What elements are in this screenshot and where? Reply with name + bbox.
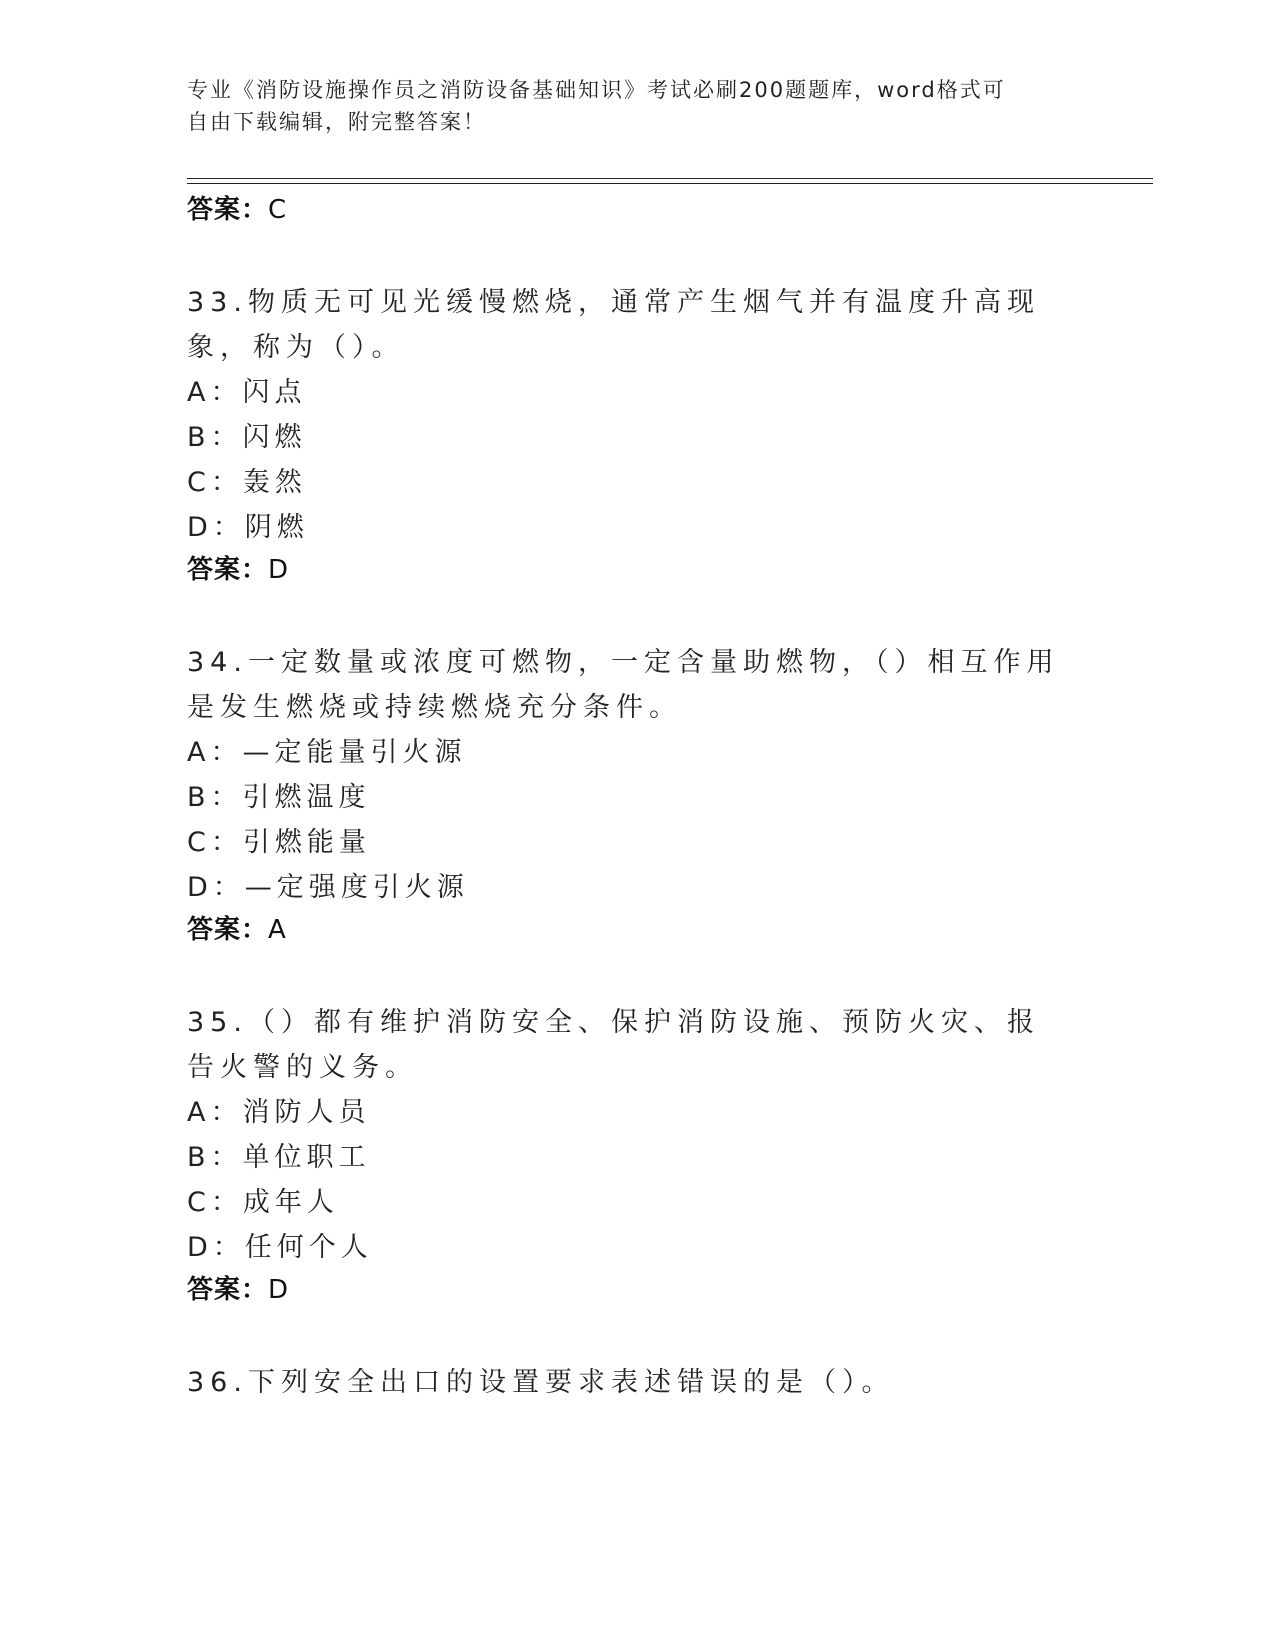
option-c: C：轰然 [187, 467, 307, 498]
option-d: D：阴燃 [187, 512, 309, 543]
question-35 [187, 1000, 1087, 1310]
answer-line [187, 1270, 1087, 1310]
question-stem: 35.（）都有维护消防安全、保护消防设施、预防火灾、报告火警的义务。 [187, 1007, 1040, 1083]
page-header [187, 74, 1067, 138]
question-list [187, 190, 1087, 1405]
option-c: C：引燃能量 [187, 827, 371, 858]
question-stem: 36.下列安全出口的设置要求表述错误的是（）。 [187, 1367, 895, 1398]
question-34 [187, 640, 1087, 950]
header-line-2: 自由下载编辑，附完整答案！ [187, 110, 486, 134]
header-line-1: 专业《消防设施操作员之消防设备基础知识》考试必刷200题题库，word格式可 [187, 78, 1006, 102]
option-a: A：消防人员 [187, 1097, 371, 1128]
answer-label: 答案： [187, 1275, 269, 1305]
answer-label: 答案： [187, 915, 269, 945]
header-divider-top [187, 178, 1153, 179]
question-stem: 33.物质无可见光缓慢燃烧，通常产生烟气并有温度升高现象，称为（）。 [187, 287, 1040, 363]
question-33 [187, 280, 1087, 590]
answer-value: A [268, 915, 287, 945]
header-divider-bottom [187, 183, 1153, 184]
option-b: B：单位职工 [187, 1142, 371, 1173]
answer-label: 答案： [187, 555, 269, 585]
answer-line [187, 910, 1087, 950]
option-b: B：引燃温度 [187, 782, 371, 813]
option-d: D：任何个人 [187, 1232, 373, 1263]
answer-line-prev [187, 190, 1087, 230]
answer-line [187, 550, 1087, 590]
answer-value: C [268, 195, 288, 225]
answer-value: D [268, 1275, 290, 1305]
option-b: B：闪燃 [187, 422, 307, 453]
option-a: A：闪点 [187, 377, 307, 408]
option-d: D：—定强度引火源 [187, 872, 469, 903]
answer-label: 答案： [187, 195, 269, 225]
question-stem: 34.一定数量或浓度可燃物，一定含量助燃物，（）相互作用是发生燃烧或持续燃烧充分条件。 [187, 647, 1060, 723]
question-36 [187, 1360, 1087, 1405]
option-a: A：—定能量引火源 [187, 737, 467, 768]
answer-value: D [268, 555, 290, 585]
option-c: C：成年人 [187, 1187, 339, 1218]
